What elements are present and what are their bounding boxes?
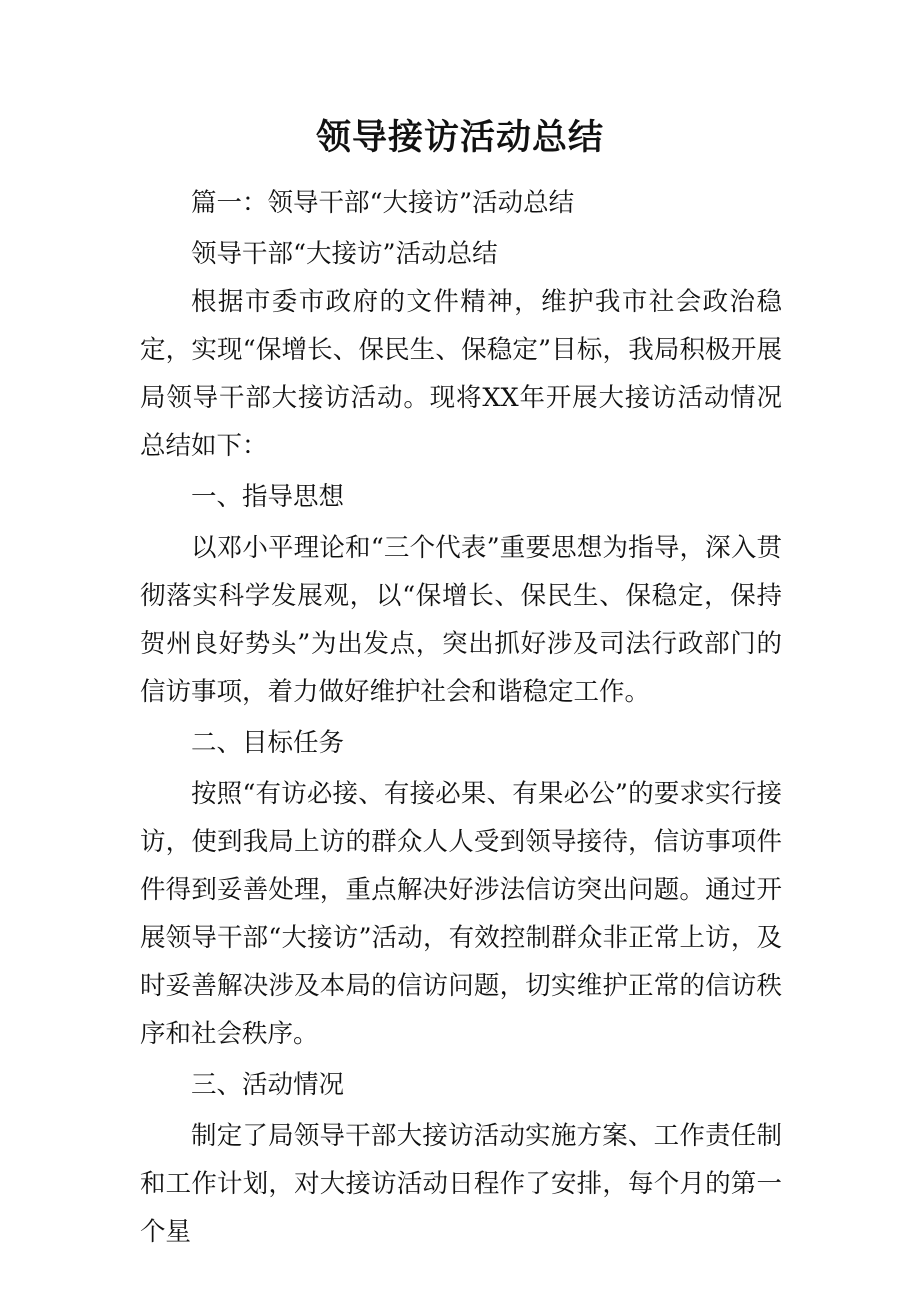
section-heading-goals: 二、目标任务 [191,728,345,758]
section-heading-activities: 三、活动情况 [191,1070,345,1100]
document-body [140,176,782,1256]
paragraph-intro: 根据市委市政府的文件精神，维护我市社会政治稳定，实现“保增长、保民生、保稳定”目标，我局积极开展局领导干部大接访活动。现将XX年开展大接访活动情况总结如下： [140,287,782,461]
paragraph-goals: 按照“有访必接、有接必果、有果必公”的要求实行接访，使到我局上访的群众人人受到领导接待，信访事项件件得到妥善处理，重点解决好涉法信访突出问题。通过开展领导干部“大接访”活动，有效控制群众非正常上访，及时妥善解决涉及本局的信访问题，切实维护正常的信访秩序和社会秩序。 [140,779,782,1049]
paragraph-activities: 制定了局领导干部大接访活动实施方案、工作责任制和工作计划，对大接访活动日程作了安排，每个月的第一个星 [140,1121,782,1247]
section-heading-guiding-ideology: 一、指导思想 [191,482,345,512]
subtitle-chapter: 篇一：领导干部“大接访”活动总结 [191,188,575,218]
document-title: 领导接访活动总结 [315,118,604,158]
subtitle-article: 领导干部“大接访”活动总结 [191,239,498,269]
paragraph-guiding-ideology: 以邓小平理论和“三个代表”重要思想为指导，深入贯彻落实科学发展观，以“保增长、保民生、保稳定，保持贺州良好势头”为出发点，突出抓好涉及司法行政部门的信访事项，着力做好维护社会和谐稳定工作。 [140,533,782,707]
